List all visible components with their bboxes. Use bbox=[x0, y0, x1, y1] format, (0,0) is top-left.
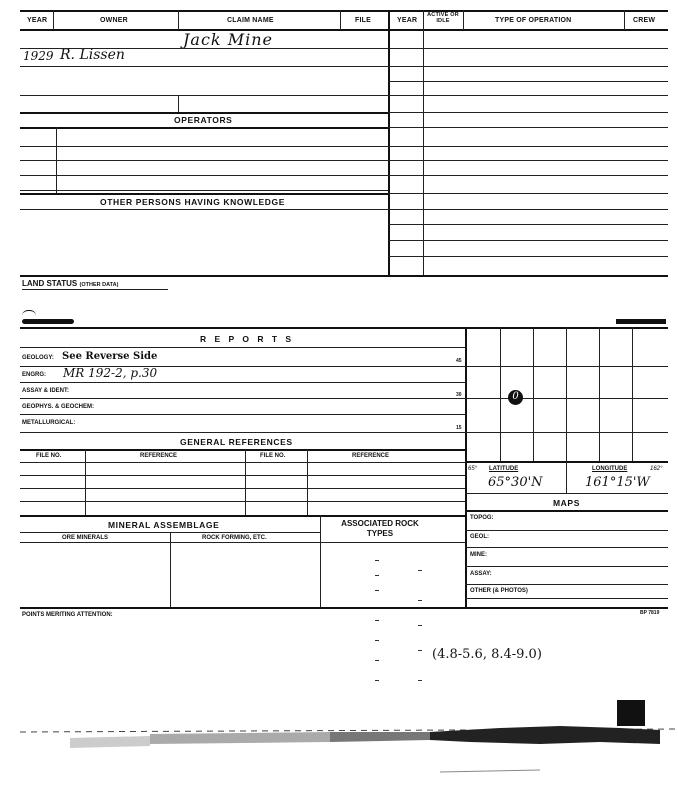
reports-heading: R E P O R T S bbox=[200, 334, 295, 344]
header-crew: CREW bbox=[633, 17, 656, 24]
longitude-value: 161°15'W bbox=[585, 475, 650, 490]
maps-assay-label: ASSAY: bbox=[470, 571, 492, 577]
other-persons-heading: OTHER PERSONS HAVING KNOWLEDGE bbox=[100, 197, 286, 207]
scan-mark bbox=[22, 310, 36, 316]
geophys-label: GEOPHYS. & GEOCHEM: bbox=[22, 404, 95, 410]
location-marker-label: 0 bbox=[512, 391, 519, 402]
header-active-or-idle: ACTIVE OR IDLE bbox=[427, 12, 459, 24]
maps-mine-label: MINE: bbox=[470, 552, 487, 558]
header-year: YEAR bbox=[27, 17, 48, 24]
margin-15: 15 bbox=[456, 425, 462, 431]
margin-30: 30 bbox=[456, 392, 462, 398]
operators-heading: OPERATORS bbox=[174, 115, 233, 125]
geology-value: See Reverse Side bbox=[62, 351, 158, 362]
coordinates-note: (4.8-5.6, 8.4-9.0) bbox=[432, 647, 542, 662]
geology-label: GEOLOGY: bbox=[22, 355, 54, 361]
claim-name-value: Jack Mine bbox=[183, 30, 273, 49]
land-status-sub: (OTHER DATA) bbox=[79, 282, 119, 288]
latitude-label: LATITUDE bbox=[489, 466, 519, 472]
scan-noise-band bbox=[0, 720, 678, 780]
engrg-label: ENGRG: bbox=[22, 372, 46, 378]
land-status-label: LAND STATUS bbox=[22, 279, 78, 288]
general-references-heading: GENERAL REFERENCES bbox=[180, 437, 293, 447]
ref-col-reference-2: REFERENCE bbox=[352, 453, 390, 459]
ref-col-reference-1: REFERENCE bbox=[140, 453, 178, 459]
maps-other-label: OTHER (& PHOTOS) bbox=[470, 588, 528, 594]
ref-col-file-no-2: FILE NO. bbox=[260, 453, 286, 459]
latitude-value: 65°30'N bbox=[488, 475, 543, 490]
lat-margin: 65° bbox=[468, 466, 478, 472]
long-margin: 162° bbox=[650, 466, 663, 472]
header-file: FILE bbox=[355, 17, 371, 24]
header-owner: OWNER bbox=[100, 17, 128, 24]
assay-ident-label: ASSAY & IDENT: bbox=[22, 388, 70, 394]
scan-mark bbox=[616, 319, 666, 324]
maps-topog-label: TOPOG: bbox=[470, 515, 494, 521]
owner-year-value: 1929 bbox=[23, 49, 54, 63]
form-number: BP 7819 bbox=[640, 610, 660, 616]
location-marker bbox=[508, 390, 523, 405]
ref-col-file-no-1: FILE NO. bbox=[36, 453, 62, 459]
scan-mark bbox=[22, 319, 74, 324]
associated-rock-types-heading: ASSOCIATED ROCK TYPES bbox=[341, 519, 419, 538]
header-year-right: YEAR bbox=[397, 17, 418, 24]
owner-name-value: R. Lissen bbox=[60, 47, 125, 63]
metallurgical-label: METALLURGICAL: bbox=[22, 420, 76, 426]
header-type-of-operation: TYPE OF OPERATION bbox=[495, 17, 572, 24]
points-meriting-attention-label: POINTS MERITING ATTENTION: bbox=[22, 612, 113, 618]
header-claim-name: CLAIM NAME bbox=[227, 17, 274, 24]
land-status-heading bbox=[22, 279, 118, 288]
longitude-label: LONGITUDE bbox=[592, 466, 628, 472]
maps-geol-label: GEOL: bbox=[470, 534, 489, 540]
margin-45: 45 bbox=[456, 358, 462, 364]
ore-minerals-label: ORE MINERALS bbox=[62, 535, 109, 541]
mineral-assemblage-heading: MINERAL ASSEMBLAGE bbox=[108, 520, 220, 530]
engrg-value: MR 192-2, p.30 bbox=[63, 366, 158, 380]
rock-forming-label: ROCK FORMING, ETC. bbox=[202, 535, 267, 541]
maps-heading: MAPS bbox=[553, 498, 580, 508]
